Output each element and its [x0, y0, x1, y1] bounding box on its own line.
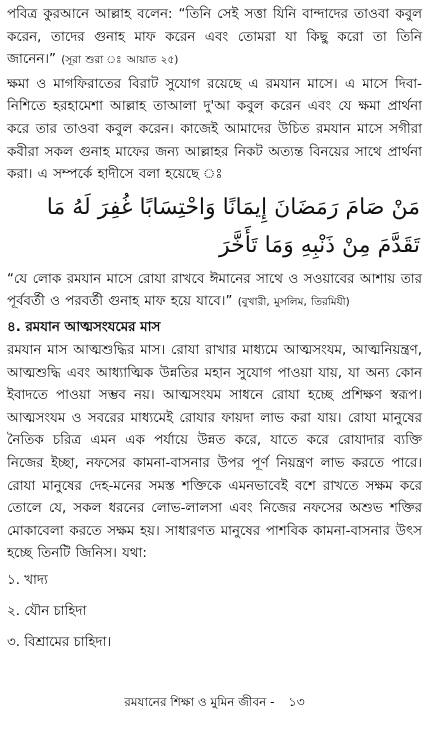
hadith-reference: (বুখারী, মুসলিম, তিরমিযী)	[237, 296, 350, 309]
arabic-hadith: مَنْ صَامَ رَمَضَانَ إِيمَانًا وَاحْتِسَابًا غُفِرَ لَهُ مَا تَقَدَّمَ مِنْ ذَنْبِهِ وَمَا تَأَخَّرَ	[46, 194, 420, 258]
quran-reference: (সূরা শুরা ঃ আয়াত ২৫)	[61, 54, 179, 67]
hadith-translation-paragraph	[7, 269, 422, 314]
self-restraint-paragraph: রমযান মাস আত্মশুদ্ধির মাস। রোযা রাখার মাধ্যমে আত্মসংযম, আত্মনিয়ন্ত্রণ, আত্মশুদ্ধি এবং আধ্যাত্মিক উন্নতির মহান সুযোগ পাওয়া যায়, যা অন্য কোন ইবাদতে পাওয়া সম্ভব নয়। আত্মসংযম সাধনে রোযা হচ্ছে প্রশিক্ষণ স্বরূপ। আত্মসংযম ও সবরের মাধ্যমেই রোযার ফায়দা লাভ করা যায়। রোযা মানুষের নৈতিক চরিত্র এমন এক পর্যায়ে উন্নত করে, যাতে করে রোযাদার ব্যক্তি নিজের ইচ্ছা, নফসের কামনা-বাসনার উপর পূর্ণ নিয়ন্ত্রণ লাভ করতে পারে। রোযা মানুষের দেহ-মনের সমস্ত শক্তিকে এমনভাবেই বশে রাখতে সক্ষম করে তোলে যে, সকল ধরনের লোভ-লালসা এবং নিজের নফসের অশুভ শক্তির মোকাবেলা করতে সক্ষম হয়। সাধারণত মানুষের পাশবিক কামনা-বাসনার উৎস হচ্ছে তিনটি জিনিস। যথা:	[7, 342, 422, 562]
desires-list	[7, 570, 422, 654]
list-item: ১. খাদ্য	[7, 572, 48, 588]
list-item: ৩. বিশ্রামের চাহিদা।	[7, 634, 112, 650]
list-item: ২. যৌন চাহিদা	[7, 603, 87, 619]
page-footer	[0, 694, 429, 714]
quran-quote-text: পবিত্র কুরআনে আল্লাহ বলেন: “তিনি সেই সত্তা যিনি বান্দাদের তাওবা কবুল করেন, তাদের গুনাহ মাফ করেন এবং তোমরা যা কিছু করো তা তিনি জানেন।”	[7, 7, 422, 68]
section-heading: ৪. রমযান আত্মসংযমের মাস	[7, 319, 161, 335]
footer-book-title: রমযানের শিক্ষা ও মুমিন জীবন -	[124, 695, 275, 709]
forgiveness-paragraph: ক্ষমা ও মাগফিরাতের বিরাট সুযোগ রয়েছে এ রমযান মাসে। এ মাসে দিবা- নিশিতে হরহামেশা আল্লাহ তাআলা দু'আ কবুল করেন এবং যে ক্ষমা প্রার্থনা করে তার তাওবা কবুল করেন। কাজেই আমাদের উচিত রমযান মাসে সগীরা কবীরা সকল গুনাহ মাফের জন্য আল্লাহর নিকট অত্যন্ত বিনয়ের সাথে প্রার্থনা করা। এ সম্পর্কে হাদীসে বলা হয়েছে ঃ	[7, 76, 422, 183]
quran-quote-paragraph	[7, 4, 422, 72]
page-number: ১৩	[288, 694, 305, 709]
document-page	[7, 4, 422, 663]
hadith-translation-text: “যে লোক রমযান মাসে রোযা রাখবে ঈমানের সাথে ও সওয়াবের আশায় তার পূর্ববর্তী ও পরবর্তী গুনাহ মাফ হয়ে যাবে।”	[7, 271, 422, 310]
